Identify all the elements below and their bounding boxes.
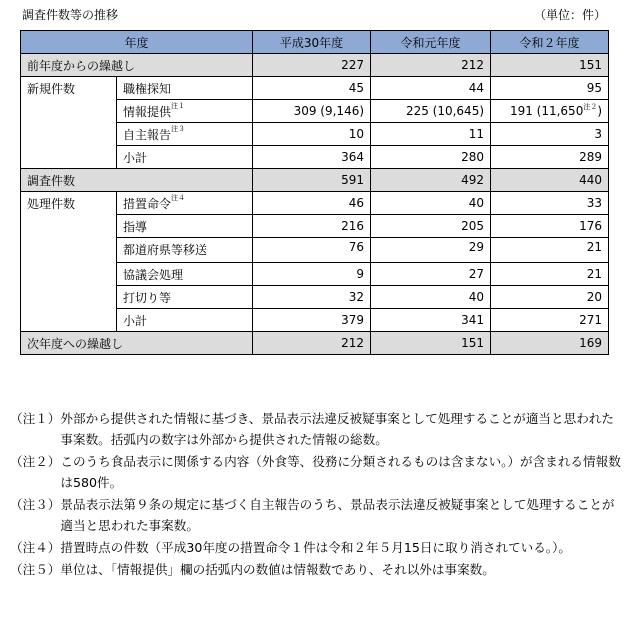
- table-row: [21, 286, 609, 309]
- cell-r1: 29: [371, 238, 491, 263]
- group-label-new: 新規件数: [21, 77, 117, 100]
- table-row: [21, 215, 609, 238]
- cell-r2: 3: [491, 123, 609, 146]
- cell-h30: 591: [253, 169, 371, 192]
- group-spacer: [21, 263, 117, 286]
- cell-r2: 176: [491, 215, 609, 238]
- group-spacer: [21, 286, 117, 309]
- group-spacer: [21, 123, 117, 146]
- header-r1: 令和元年度: [371, 31, 491, 54]
- cell-r2: 33: [491, 192, 609, 215]
- row-label: 前年度からの繰越し: [21, 54, 253, 77]
- cell-h30: 9: [253, 263, 371, 286]
- cell-r2: 151: [491, 54, 609, 77]
- table-row: [21, 100, 609, 123]
- row-label: 次年度への繰越し: [21, 332, 253, 355]
- cell-h30: 46: [253, 192, 371, 215]
- cell-r1: 212: [371, 54, 491, 77]
- group-spacer: [21, 100, 117, 123]
- row-label: 調査件数: [21, 169, 253, 192]
- cell-r1: 27: [371, 263, 491, 286]
- cell-r1: 11: [371, 123, 491, 146]
- table-header-row: [21, 31, 609, 54]
- group-spacer: [21, 309, 117, 332]
- cell-h30: 45: [253, 77, 371, 100]
- cell-r1: 205: [371, 215, 491, 238]
- footnote: （注２） このうち食品表示に関係する内容（外食等、役務に分類されるものは含まない。）が含まれる情報数は580件。: [10, 454, 621, 490]
- header-h30: 平成30年度: [253, 31, 371, 54]
- cell-r2: 21: [491, 238, 609, 263]
- cell-r1: 151: [371, 332, 491, 355]
- sub-label: 都道府県等移送: [117, 238, 253, 263]
- footnote: （注３） 景品表示法第９条の規定に基づく自主報告のうち、景品表示法違反被疑事案として処理することが適当と思われた事案数。: [10, 497, 615, 533]
- table-caption: 調査件数等の推移: [22, 8, 119, 22]
- group-spacer: [21, 238, 117, 263]
- row-investigated: [21, 169, 609, 192]
- sub-label: 職権探知: [117, 77, 253, 100]
- cell-r1: 40: [371, 286, 491, 309]
- footnote: （注５） 単位は、「情報提供」欄の括弧内の数値は情報数であり、それ以外は事案数。: [10, 562, 495, 577]
- cell-r1: 492: [371, 169, 491, 192]
- sub-label: 情報提供$^{注1}$: [117, 100, 253, 123]
- cell-h30: 309 (9,146): [253, 100, 371, 123]
- cell-h30: 76: [253, 238, 371, 263]
- statistics-table: [20, 30, 609, 355]
- table-row: [21, 263, 609, 286]
- sub-label: 小計: [117, 146, 253, 169]
- row-carryover-prev: [21, 54, 609, 77]
- row-carryover-next: [21, 332, 609, 355]
- cell-r1: 40: [371, 192, 491, 215]
- sub-label: 協議会処理: [117, 263, 253, 286]
- group-label-handled: 処理件数: [21, 192, 117, 215]
- cell-r2: 20: [491, 286, 609, 309]
- cell-h30: 379: [253, 309, 371, 332]
- cell-r1: 225 (10,645): [371, 100, 491, 123]
- sub-label: 自主報告$^{注3}$: [117, 123, 253, 146]
- table-row: [21, 238, 609, 263]
- table-row: [21, 146, 609, 169]
- group-spacer: [21, 146, 117, 169]
- cell-h30: 212: [253, 332, 371, 355]
- footnotes: [10, 408, 622, 581]
- group-spacer: [21, 215, 117, 238]
- header-r2: 令和２年度: [491, 31, 609, 54]
- cell-h30: 227: [253, 54, 371, 77]
- cell-r2: 289: [491, 146, 609, 169]
- cell-h30: 10: [253, 123, 371, 146]
- header-year: 年度: [21, 31, 253, 54]
- cell-r2: 191 (11,650$^{注2}$): [491, 100, 609, 123]
- sub-label: 措置命令$^{注4}$: [117, 192, 253, 215]
- cell-r1: 280: [371, 146, 491, 169]
- table-row: [21, 192, 609, 215]
- table-row: [21, 77, 609, 100]
- cell-r1: 44: [371, 77, 491, 100]
- cell-r2: 440: [491, 169, 609, 192]
- unit-label: （単位：件）: [533, 8, 606, 22]
- sub-label: 指導: [117, 215, 253, 238]
- table-row: [21, 309, 609, 332]
- footnote: （注４） 措置時点の件数（平成30年度の措置命令１件は令和２年５月15日に取り消されている。）。: [10, 540, 571, 555]
- cell-h30: 364: [253, 146, 371, 169]
- sub-label: 小計: [117, 309, 253, 332]
- cell-h30: 32: [253, 286, 371, 309]
- table-row: [21, 123, 609, 146]
- cell-r2: 271: [491, 309, 609, 332]
- cell-r2: 21: [491, 263, 609, 286]
- cell-r1: 341: [371, 309, 491, 332]
- cell-h30: 216: [253, 215, 371, 238]
- cell-r2: 95: [491, 77, 609, 100]
- footnote: （注１） 外部から提供された情報に基づき、景品表示法違反被疑事案として処理することが適当と思われた事案数。括弧内の数字は外部から提供された情報の総数。: [10, 411, 614, 447]
- sub-label: 打切り等: [117, 286, 253, 309]
- cell-r2: 169: [491, 332, 609, 355]
